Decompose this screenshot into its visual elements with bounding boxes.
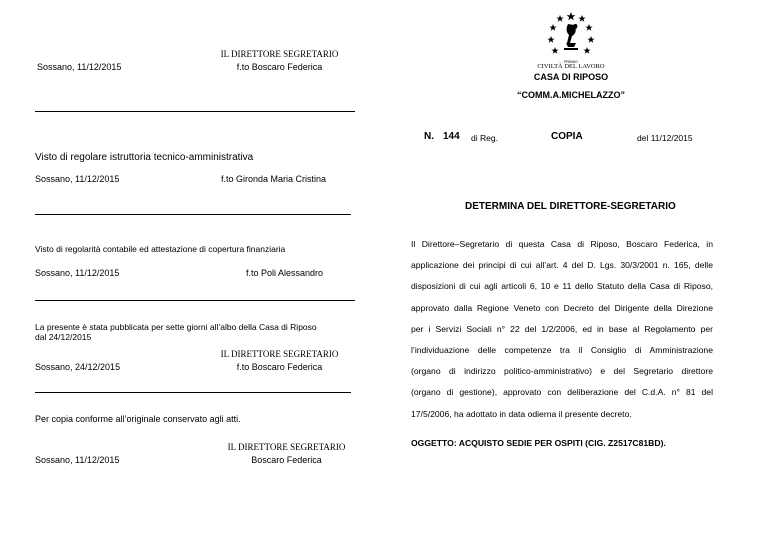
contabile-title: Visto di regolarità contabile ed attestazione di copertura finanziaria <box>35 244 286 254</box>
divider <box>35 214 351 215</box>
pubblicazione-role: IL DIRETTORE SEGRETARIO <box>220 349 339 359</box>
body-line: l’individuazione delle competenze tra il Consiglio di Amministrazione <box>411 345 713 356</box>
determina-body <box>411 234 713 425</box>
istruttoria-place-date: Sossano, 11/12/2015 <box>35 174 120 184</box>
oggetto: OGGETTO: ACQUISTO SEDIE PER OSPITI (CIG. Z2517C81BD). <box>411 438 666 448</box>
star-wreath-icon <box>546 10 596 62</box>
register-number: 144 <box>443 131 460 142</box>
institution-name: CASA DI RIPOSO <box>533 72 609 82</box>
body-line: (organo di indirizzo politico-amministrativo) e del Segretario direttore <box>411 366 713 377</box>
copy-label: COPIA <box>551 131 583 142</box>
conforme-text: Per copia conforme all’originale conservato agli atti. <box>35 414 241 424</box>
divider <box>35 300 355 301</box>
body-line: approvato dalla Regione Veneto con Decreto del Dirigente della Direzione <box>411 302 713 313</box>
pubblicazione-place-date: Sossano, 24/12/2015 <box>35 362 121 372</box>
register-date: del 11/12/2015 <box>637 133 693 143</box>
header-place-date: Sossano, 11/12/2015 <box>37 62 122 72</box>
body-line: per i Servizi Sociali n° 22 del 1/2/2006, ed in base al Regolamento per <box>411 323 713 334</box>
emblem-text: PREMIO <box>564 60 578 64</box>
istruttoria-signature: f.to Gironda Maria Cristina <box>221 174 327 184</box>
istruttoria-title: Visto di regolare istruttoria tecnico-amministrativa <box>35 152 254 163</box>
emblem-logo <box>546 10 596 62</box>
body-line: 17/5/2006, ha adottato in data odierna il presente decreto. <box>411 408 632 419</box>
divider <box>35 392 351 393</box>
body-line: disposizioni di cui agli articoli 6, 10 e 11 dello Statuto della Casa di Riposo, <box>411 281 713 292</box>
body-line: (organo di gestione), approvato con deliberazione del C.d.A. n° 81 del <box>411 387 713 398</box>
body-line: Il Direttore–Segretario di questa Casa di Riposo, Boscaro Federica, in <box>411 239 713 249</box>
body-line: applicazione dei principi di cui all’art. 4 del D. Lgs. 30/3/2001 n. 165, delle <box>411 260 713 271</box>
conforme-signature: Boscaro Federica <box>251 455 322 465</box>
contabile-place-date: Sossano, 11/12/2015 <box>35 268 120 278</box>
header-role: IL DIRETTORE SEGRETARIO <box>220 49 339 59</box>
contabile-signature: f.to Poli Alessandro <box>246 268 324 278</box>
divider <box>35 111 355 112</box>
logo-caption: CIVILTÀ DEL LAVORO <box>537 63 605 70</box>
header-signature: f.to Boscaro Federica <box>236 62 323 72</box>
register-number-label: N. <box>424 131 434 142</box>
institution-subtitle: “COMM.A.MICHELAZZO” <box>517 90 625 100</box>
pubblicazione-signature: f.to Boscaro Federica <box>236 362 323 372</box>
conforme-role: IL DIRETTORE SEGRETARIO <box>227 442 346 452</box>
conforme-place-date: Sossano, 11/12/2015 <box>35 455 120 465</box>
register-reg-label: di Reg. <box>471 133 498 143</box>
determina-title: DETERMINA DEL DIRETTORE-SEGRETARIO <box>465 201 676 212</box>
pubblicazione-text-line1: La presente è stata pubblicata per sette giorni all’albo della Casa di Riposo <box>35 322 317 332</box>
pubblicazione-text-line2: dal 24/12/2015 <box>35 332 92 342</box>
